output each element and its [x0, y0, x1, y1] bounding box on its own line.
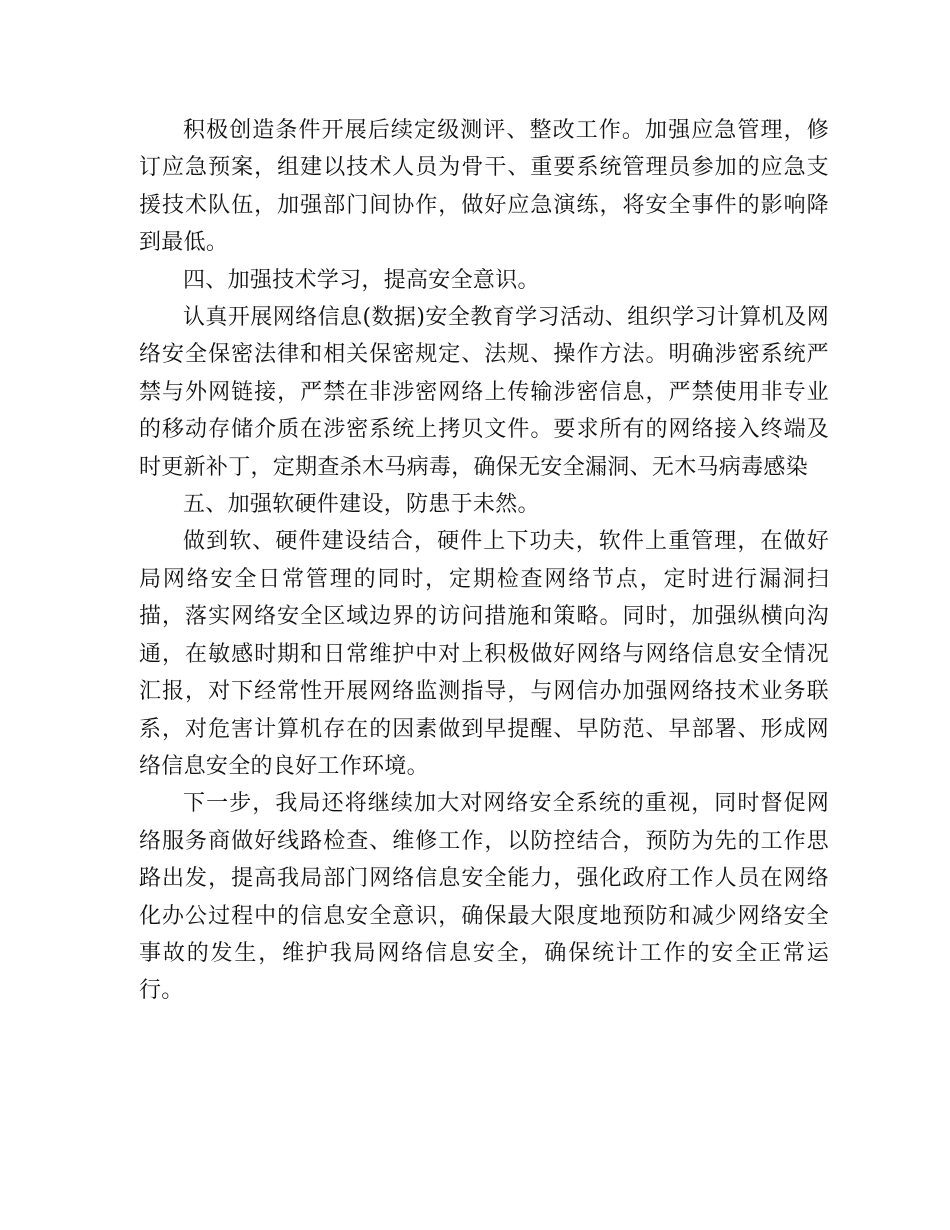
paragraph-emergency-management: 积极创造条件开展后续定级测评、整改工作。加强应急管理，修订应急预案，组建以技术人员为骨干、重要系统管理员参加的应急支援技术队伍，加强部门间协作，做好应急演练，将安全事件的影响降到最低。 — [139, 118, 829, 256]
paragraph-security-education: 认真开展网络信息(数据)安全教育学习活动、组织学习计算机及网络安全保密法律和相关保密规定、法规、操作方法。明确涉密系统严禁与外网链接，严禁在非涉密网络上传输涉密信息，严禁使用非专业的移动存储介质在涉密系统上拷贝文件。要求所有的网络接入终端及时更新补丁，定期查杀木马病毒，确保无安全漏洞、无木马病毒感染 — [139, 305, 829, 480]
document-body — [139, 112, 829, 1010]
paragraph-next-steps: 下一步，我局还将继续加大对网络安全系统的重视，同时督促网络服务商做好线路检查、维修工作，以防控结合，预防为先的工作思路出发，提高我局部门网络信息安全能力，强化政府工作人员在网络化办公过程中的信息安全意识，确保最大限度地预防和减少网络安全事故的发生，维护我局网络信息安全，确保统计工作的安全正常运行。 — [139, 791, 829, 1004]
paragraph-hardware-software: 做到软、硬件建设结合，硬件上下功夫，软件上重管理，在做好局网络安全日常管理的同时，定期检查网络节点，定时进行漏洞扫描，落实网络安全区域边界的访问措施和策略。同时，加强纵横向沟通，在敏感时期和日常维护中对上积极做好网络与网络信息安全情况汇报，对下经常性开展网络监测指导，与网信办加强网络技术业务联系，对危害计算机存在的因素做到早提醒、早防范、早部署、形成网络信息安全的良好工作环境。 — [139, 529, 829, 779]
section-heading-five: 五、加强软硬件建设，防患于未然。 — [183, 492, 540, 518]
section-heading-four: 四、加强技术学习，提高安全意识。 — [183, 267, 540, 293]
